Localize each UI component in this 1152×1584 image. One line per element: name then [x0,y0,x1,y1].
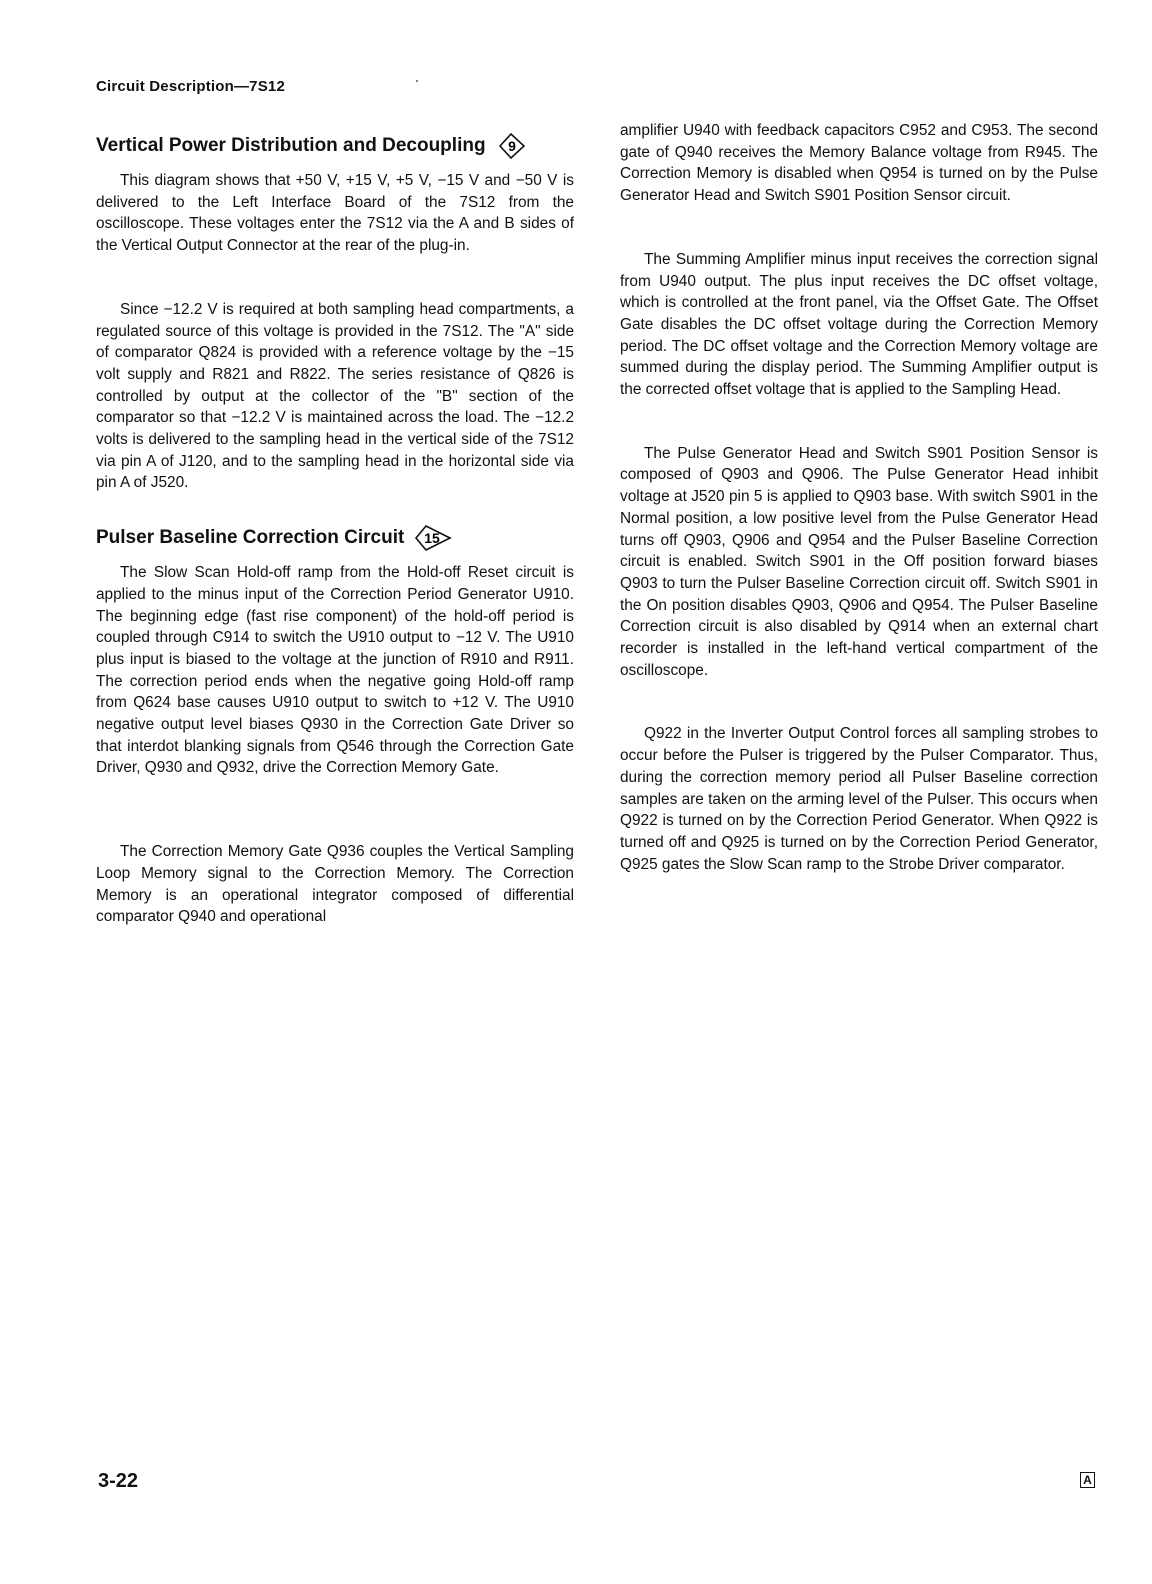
diagram-number-badge [494,130,528,162]
section-heading-pulser-baseline [96,522,574,554]
right-column [620,120,1098,875]
diamond-icon [412,522,454,554]
scan-speck [416,80,418,82]
paragraph: This diagram shows that +50 V, +15 V, +5 V, −15 V and −50 V is delivered to the Left Interface Board of the 7S12 from the oscilloscope. These voltages enter the 7S12 via the A and B sides of the Vertical Output Connector at the rear of the plug-in. [96,172,574,255]
left-column [96,120,574,928]
paragraph-continued: amplifier U940 with feedback capacitors C952 and C953. The second gate of Q940 receives the Memory Balance voltage from R945. The Correction Memory is disabled when Q954 is turned on by the Pulse Generator Head and Switch S901 Position Sensor circuit. [620,122,1098,205]
section-heading-vertical-power [96,130,574,162]
section-title: Vertical Power Distribution and Decoupling [96,135,486,156]
paragraph: The Summing Amplifier minus input receives the correction signal from U940 output. The plus input receives the DC offset voltage, which is controlled at the front panel, via the Offset Gate. The Offset Gate disables the DC offset voltage during the Correction Memory period. The DC offset voltage and the Correction Memory voltage are summed during the display period. The Summing Amplifier output is the corrected offset voltage that is applied to the Sampling Head. [620,250,1098,399]
paragraph: The Slow Scan Hold-off ramp from the Hold-off Reset circuit is applied to the minus input of the Correction Period Generator U910. The beginning edge (fast rise component) of the hold-off period is coupled through C914 to switch the U910 output to −12 V. The U910 plus input is biased to the voltage at the junction of R910 and R911. The correction period ends when the negative going Hold-off ramp from Q624 base causes U910 output to switch to +12 V. The U910 negative output level biases Q930 in the Correction Gate Driver so that interdot blanking signals from Q546 through the Correction Gate Driver, Q930 and Q932, drive the Correction Memory Gate. [96,564,574,777]
diagram-number-badge [412,522,454,554]
paragraph: Since −12.2 V is required at both sampling head compartments, a regulated source of this voltage is provided in the 7S12. The "A" side of comparator Q824 is provided with a reference voltage by the −15 volt supply and R821 and R822. The series resistance of Q826 is controlled by output at the collector of the "B" section of the comparator so that −12.2 V is maintained across the load. The −12.2 volts is delivered to the sampling head in the vertical side of the 7S12 via pin A of J120, and to the sampling head in the horizontal side via pin A of J520. [96,300,574,492]
revision-mark: A [1080,1472,1095,1488]
running-head: Circuit Description—7S12 [96,78,286,95]
paragraph: The Pulse Generator Head and Switch S901 Position Sensor is composed of Q903 and Q906. The Pulse Generator Head inhibit voltage at J520 pin 5 is applied to Q903 base. With switch S901 in the Normal position, a low positive level from the Pulse Generator Head turns off Q903, Q906 and Q954 and the Pulser Baseline Correction circuit is enabled. Switch S901 in the Off position forward biases Q903 to turn the Pulser Baseline Correction circuit off. Switch S901 in the On position disables Q903, Q906 and Q954. The Pulser Baseline Correction circuit is also disabled by Q914 when an external chart recorder is installed in the left-hand vertical compartment of the oscilloscope. [620,444,1098,679]
paragraph: Q922 in the Inverter Output Control forces all sampling strobes to occur before the Pulser is triggered by the Pulser Comparator. Thus, during the correction memory period all Pulser Baseline correction samples are taken on the arming level of the Pulser. This occurs when Q922 is turned on by the Correction Period Generator. When Q922 is turned off and Q925 is turned on by the Correction Period Generator, Q925 gates the Slow Scan ramp to the Strobe Driver comparator. [620,725,1098,873]
diagram-number: 9 [507,138,516,154]
diagram-number: 15 [424,530,441,547]
paragraph: The Correction Memory Gate Q936 couples the Vertical Sampling Loop Memory signal to the Correction Memory. The Correction Memory is an operational integrator composed of differential comparator Q940 and operational [96,843,574,926]
section-title: Pulser Baseline Correction Circuit [96,527,405,549]
page-number: 3-22 [98,1470,139,1492]
diamond-icon [494,130,528,162]
